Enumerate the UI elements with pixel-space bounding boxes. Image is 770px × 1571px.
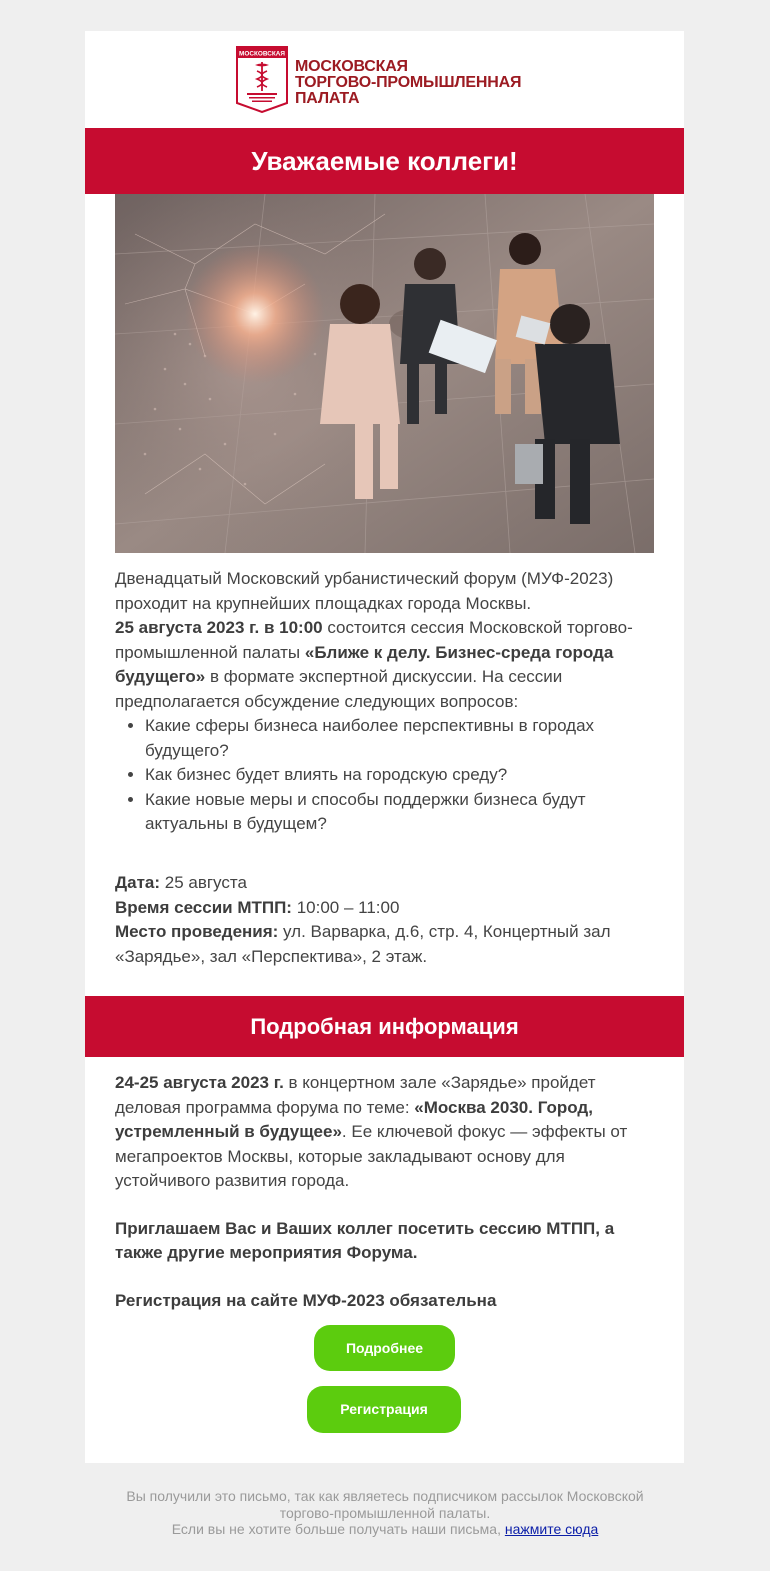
footer (100, 1488, 670, 1538)
session-title: «Ближе к делу. Бизнес-среда города будущего» (115, 642, 614, 686)
forum-text-part: в концертном зале «Зарядье» пройдет деловая программа форума по теме: (115, 1073, 596, 1117)
footer-subscription-note: Вы получили это письмо, так как являетесь подписчиком рассылок Московской торгово-промышленной палаты. (126, 1488, 644, 1521)
register-button[interactable]: Регистрация (307, 1386, 461, 1433)
place-value: ул. Варварка, д.6, стр. 4, Концертный зал «Зарядье», зал «Перспектива», 2 этаж. (115, 922, 611, 966)
date-value: 25 августа (160, 873, 247, 892)
forum-paragraph (115, 1071, 645, 1194)
footer-unsubscribe-text: Если вы не хотите больше получать наши письма, (171, 1521, 505, 1537)
more-button[interactable]: Подробнее (314, 1325, 455, 1371)
intro-text-part: состоится сессия Московской торгово-промышленной палаты (115, 618, 633, 662)
intro-text-part: в формате экспертной дискуссии. На сессии предполагается обсуждение следующих вопросов: (115, 667, 563, 711)
list-item: • Какие сферы бизнеса наиболее перспективны в городах будущего? (145, 714, 645, 763)
invite-text: Приглашаем Вас и Ваших коллег посетить сессию МТПП, а также другие мероприятия Форума. (115, 1218, 615, 1262)
list-item: • Какие новые меры и способы поддержки бизнеса будут актуальны в будущем? (145, 788, 645, 837)
registration-note (115, 1289, 645, 1314)
logo-line-3: ПАЛАТА (295, 90, 360, 107)
details-title: Подробная информация (250, 1014, 519, 1039)
details-banner (85, 996, 684, 1057)
forum-text-part: . Ее ключевой фокус — эффекты от мегапроектов Москвы, которые закладывают основу для устойчивого развития города. (115, 1122, 628, 1190)
email-card (85, 31, 684, 1463)
logo-line-2: ТОРГОВО-ПРОМЫШЛЕННАЯ (295, 74, 522, 91)
place-row (115, 920, 645, 969)
logo-wordmark (295, 59, 545, 107)
emblem-label: МОСКОВСКАЯ (239, 50, 285, 58)
greeting-banner (85, 128, 684, 194)
session-datetime: 25 августа 2023 г. в 10:00 (115, 618, 323, 637)
footer-unsubscribe-line (100, 1521, 670, 1538)
date-label: Дата: (115, 873, 161, 892)
time-label: Время сессии МТПП: (115, 897, 292, 917)
questions-list (115, 714, 645, 837)
hero-image (115, 194, 654, 553)
place-label: Место проведения: (115, 922, 279, 941)
invite-paragraph (115, 1217, 645, 1266)
event-details (115, 871, 645, 969)
intro-text (115, 567, 645, 837)
forum-dates: 24-25 августа 2023 г. (115, 1073, 284, 1092)
registration-text: Регистрация на сайте МУФ-2023 обязательна (115, 1290, 497, 1310)
time-value: 10:00 – 11:00 (291, 897, 400, 917)
intro-paragraph-2 (115, 616, 645, 714)
forum-theme: «Москва 2030. Город, устремленный в будущее» (115, 1097, 593, 1141)
more-text (115, 1071, 645, 1313)
list-item: • Как бизнес будет влиять на городскую среду? (145, 763, 645, 788)
logo-line-1: МОСКОВСКАЯ (295, 58, 408, 75)
greeting-title: Уважаемые коллеги! (251, 146, 518, 176)
mtpp-emblem-icon (235, 45, 289, 113)
intro-paragraph-1: Двенадцатый Московский урбанистический форум (МУФ-2023) проходит на крупнейших площадках города Москвы. (115, 569, 614, 613)
mtpp-logo[interactable] (235, 45, 535, 113)
unsubscribe-link[interactable]: нажмите сюда (504, 1521, 599, 1537)
time-row (115, 896, 645, 921)
date-row (115, 871, 645, 896)
